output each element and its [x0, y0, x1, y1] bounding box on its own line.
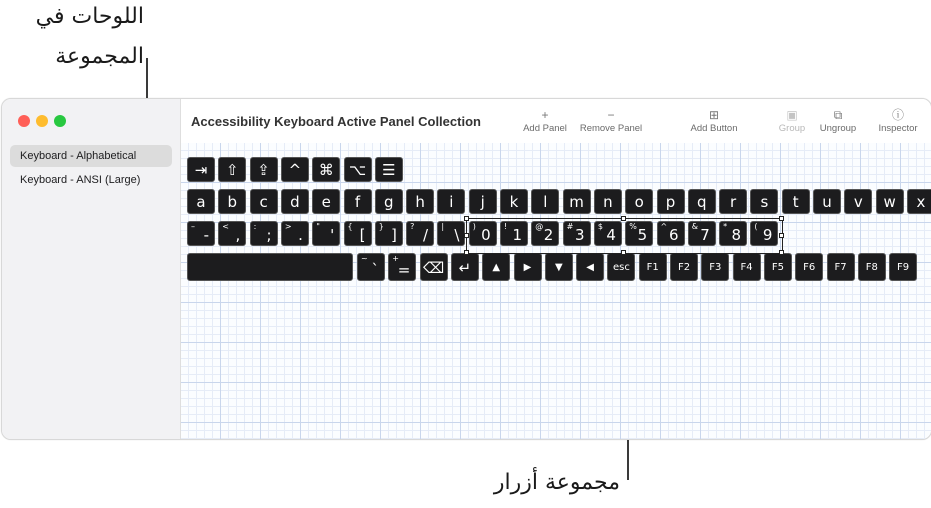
key-label: ]	[390, 226, 397, 244]
letter-key-o[interactable]: o	[625, 189, 653, 214]
inspector-label: Inspector	[878, 123, 918, 134]
group-label: Group	[778, 123, 806, 134]
resize-handle[interactable]	[464, 216, 469, 221]
key-shift-label: @	[535, 222, 544, 231]
key-label: ;	[266, 226, 272, 244]
minimize-button[interactable]	[36, 115, 48, 127]
resize-handle[interactable]	[621, 250, 626, 255]
bottom-key[interactable]: F6	[795, 253, 823, 281]
key-shift-label: "	[316, 222, 320, 231]
remove-panel-label: Remove Panel	[579, 123, 643, 134]
key-shift-label: (	[754, 222, 758, 231]
letter-key-g[interactable]: g	[375, 189, 403, 214]
resize-handle[interactable]	[621, 216, 626, 221]
key-shift-label: *	[723, 222, 728, 231]
close-button[interactable]	[18, 115, 30, 127]
key-label: 4	[606, 226, 616, 244]
letter-key-j[interactable]: j	[469, 189, 497, 214]
space-bar-key[interactable]	[187, 253, 353, 281]
letter-key-l[interactable]: l	[531, 189, 559, 214]
key-shift-label: %	[629, 222, 637, 231]
panel-editor-canvas[interactable]	[181, 143, 931, 439]
symbol-key[interactable]	[281, 221, 309, 246]
letter-key-v[interactable]: v	[844, 189, 872, 214]
key-shift-label: ^	[660, 222, 668, 231]
letter-key-t[interactable]: t	[782, 189, 810, 214]
bottom-key[interactable]: ⌫	[420, 253, 448, 281]
modifier-key[interactable]: ^	[281, 157, 309, 182]
ungroup-icon: ⧉	[833, 108, 843, 122]
resize-handle[interactable]	[779, 233, 784, 238]
symbol-key[interactable]	[250, 221, 278, 246]
bottom-key[interactable]: ▼	[545, 253, 573, 281]
minus-icon: −	[607, 108, 615, 122]
letter-key-f[interactable]: f	[344, 189, 372, 214]
ungroup-label: Ungroup	[819, 123, 857, 134]
bottom-key[interactable]	[388, 253, 416, 281]
key-label: '	[330, 226, 335, 244]
bottom-key[interactable]: F1	[639, 253, 667, 281]
key-shift-label: &	[691, 222, 699, 231]
resize-handle[interactable]	[464, 250, 469, 255]
key-label: 9	[762, 226, 773, 244]
symbol-key[interactable]	[437, 221, 465, 246]
letter-key-a[interactable]: a	[187, 189, 215, 214]
key-label: 2	[543, 226, 554, 244]
key-label: =	[397, 261, 411, 279]
bottom-key[interactable]: F2	[670, 253, 698, 281]
bottom-key[interactable]: F3	[701, 253, 729, 281]
key-label: 1	[512, 226, 522, 244]
add-button-button[interactable]	[681, 107, 747, 134]
key-label: 0	[481, 226, 491, 244]
add-panel-button[interactable]	[519, 107, 571, 134]
group-icon: ▣	[786, 108, 798, 122]
letter-key-x[interactable]: x	[907, 189, 931, 214]
key-shift-label: {	[347, 222, 353, 231]
key-shift-label: –	[191, 222, 195, 231]
key-shift-label: >	[284, 222, 292, 231]
symbol-key[interactable]	[406, 221, 434, 246]
key-label: -	[203, 226, 209, 244]
bottom-key[interactable]: ◀	[576, 253, 604, 281]
callout-panels-label-line1: اللوحات في	[35, 4, 144, 29]
key-label: 6	[668, 226, 679, 244]
sidebar-item-keyboard-alphabetical[interactable]	[10, 145, 172, 167]
key-shift-label: :	[253, 222, 257, 231]
modifier-key[interactable]: ⇥	[187, 157, 215, 182]
add-button-icon: ⊞	[708, 108, 720, 122]
plus-icon: +	[541, 108, 549, 122]
key-shift-label: $	[597, 222, 603, 231]
group-button[interactable]	[773, 107, 811, 134]
symbol-key[interactable]	[218, 221, 246, 246]
toolbar	[181, 99, 931, 143]
bottom-key[interactable]: F8	[858, 253, 886, 281]
letter-key-h[interactable]: h	[406, 189, 434, 214]
ungroup-button[interactable]	[815, 107, 861, 134]
remove-panel-button[interactable]	[576, 107, 646, 134]
letter-key-p[interactable]: p	[657, 189, 685, 214]
bottom-key[interactable]: esc	[607, 253, 635, 281]
key-label: .	[298, 226, 303, 244]
bottom-key[interactable]: ▲	[482, 253, 510, 281]
letter-key-s[interactable]: s	[750, 189, 778, 214]
key-label: [	[359, 226, 366, 244]
sidebar	[2, 99, 181, 439]
callout-panels-label-line2: المجموعة	[55, 44, 144, 69]
bottom-key[interactable]: ↵	[451, 253, 479, 281]
key-label: `	[371, 261, 379, 279]
info-icon: ⓘ	[891, 108, 904, 122]
button-group-selection[interactable]	[466, 218, 783, 254]
bottom-key[interactable]: F4	[733, 253, 761, 281]
symbol-key[interactable]	[187, 221, 215, 246]
modifier-key[interactable]: ⌘	[312, 157, 340, 182]
key-label: 7	[700, 226, 710, 244]
letter-key-u[interactable]: u	[813, 189, 841, 214]
modifier-key[interactable]: ⇪	[250, 157, 278, 182]
letter-key-d[interactable]: d	[281, 189, 309, 214]
resize-handle[interactable]	[464, 233, 469, 238]
key-label: 3	[575, 226, 585, 244]
letter-key-c[interactable]: c	[250, 189, 278, 214]
key-label: /	[423, 226, 429, 244]
modifier-key[interactable]: ☰	[375, 157, 403, 182]
bottom-key[interactable]: F7	[827, 253, 855, 281]
letter-key-m[interactable]: m	[563, 189, 591, 214]
resize-handle[interactable]	[779, 216, 784, 221]
letter-key-e[interactable]: e	[312, 189, 340, 214]
key-shift-label: !	[504, 222, 508, 231]
letter-key-r[interactable]: r	[719, 189, 747, 214]
add-button-label: Add Button	[690, 123, 738, 134]
symbol-key[interactable]	[312, 221, 340, 246]
key-shift-label: +	[392, 254, 399, 263]
letter-key-b[interactable]: b	[218, 189, 246, 214]
bottom-key[interactable]: F5	[764, 253, 792, 281]
bottom-key[interactable]: ▶	[514, 253, 542, 281]
add-panel-label: Add Panel	[523, 123, 567, 134]
letter-key-w[interactable]: w	[876, 189, 904, 214]
bottom-key[interactable]: F9	[889, 253, 917, 281]
bottom-key[interactable]	[357, 253, 385, 281]
key-label: ,	[235, 226, 241, 244]
key-label: 5	[637, 226, 648, 244]
resize-handle[interactable]	[779, 250, 784, 255]
letter-key-k[interactable]: k	[500, 189, 528, 214]
symbol-key[interactable]	[344, 221, 372, 246]
key-shift-label: |	[441, 222, 445, 231]
symbol-key[interactable]	[375, 221, 403, 246]
key-shift-label: #	[566, 222, 574, 231]
window-title: Accessibility Keyboard Active Panel Collection	[191, 114, 481, 129]
key-shift-label: )	[472, 222, 476, 231]
modifier-key[interactable]: ⌥	[344, 157, 372, 182]
key-shift-label: <	[222, 222, 229, 231]
app-window	[1, 98, 931, 440]
letter-key-q[interactable]: q	[688, 189, 716, 214]
key-label: 8	[731, 226, 742, 244]
sidebar-item-label: Keyboard - ANSI (Large)	[20, 174, 141, 186]
sidebar-item-label: Keyboard - Alphabetical	[20, 150, 137, 162]
key-label: \	[454, 226, 460, 244]
inspector-button[interactable]	[873, 107, 923, 134]
zoom-button[interactable]	[54, 115, 66, 127]
key-shift-label: ~	[361, 254, 368, 263]
sidebar-item-keyboard-ansi-large[interactable]	[10, 169, 172, 191]
letter-key-n[interactable]: n	[594, 189, 622, 214]
callout-group-label: مجموعة أزرار	[493, 470, 620, 495]
letter-key-i[interactable]: i	[437, 189, 465, 214]
modifier-key[interactable]: ⇧	[218, 157, 246, 182]
key-shift-label: }	[378, 222, 384, 231]
key-shift-label: ?	[410, 222, 415, 231]
